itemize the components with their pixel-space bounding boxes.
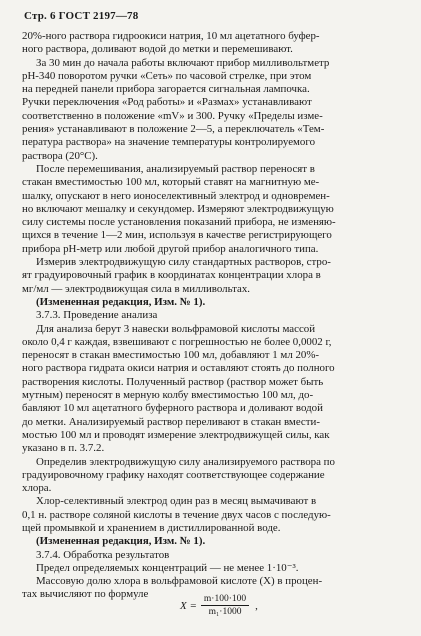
formula-numerator: m·100·100 [201,594,249,606]
text-line: стакан вместимостью 100 мл, который ставят на магнитную ме- [22,176,320,189]
text-line: до метки. Анализируемый раствор переливают в стакан вмести- [22,415,320,428]
body-text [22,30,400,602]
text-line: мутным) переносят в мерную колбу вместимостью 100 мл, до- [22,389,314,402]
formula-fraction [201,594,249,617]
text-line: соответственно в положение «mV» и 300. Ручку «Пределы изме- [22,109,323,122]
text-line: мг/мл — электродвижущая сила в милливольтах. [22,282,251,295]
text-line: ного раствора гидрата окиси натрия и оставляют стоять до полного [22,362,335,375]
text-line: Массовую долю хлора в вольфрамовой кислоте (X) в процен- [36,575,323,588]
text-line: на передней панели прибора загорается сигнальная лампочка. [22,83,310,96]
text-line: раствора (20°С). [22,149,98,162]
text-line: рН-340 поворотом ручки «Сеть» по часовой стрелке, при этом [22,69,312,82]
text-line: ного раствора, доливают водой до метки и перемешивают. [22,43,293,56]
formula [180,594,258,617]
text-line: тах вычисляют по формуле [22,588,149,601]
section-heading: 3.7.3. Проведение анализа [36,309,158,322]
text-line: рения» устанавливают в положение 2—5, а переключатель «Тем- [22,123,325,136]
text-line: 0,1 н. растворе соляной кислоты в течение двух часов с последую- [22,508,331,521]
amendment-note: (Измененная редакция, Изм. № 1). [36,535,206,548]
text-line: но включают мешалку и секундомер. Измеряют электродвижущую [22,202,334,215]
text-line: Определив электродвижущую силу анализируемого раствора по [36,455,335,468]
text-line: градуировочному графику находят соответствующее содержание [22,468,325,481]
text-line: шалку, опускают в него ионоселективный электрод и одновремен- [22,189,330,202]
text-line: За 30 мин до начала работы включают прибор милливольтметр [36,56,330,69]
section-heading: 3.7.4. Обработка результатов [36,548,170,561]
text-line: 20%-ного раствора гидроокиси натрия, 10 мл ацетатного буфер- [22,30,320,42]
text-line: около 0,4 г каждая, взвешивают с погрешностью не более 0,0002 г, [22,335,332,348]
text-line: переносят в стакан вместимостью 100 мл, добавляют 1 мл 20%- [22,349,320,362]
text-line: силу системы после установления показаний прибора, не изменяю- [22,216,336,229]
text-line: Ручки переключения «Род работы» и «Размах» устанавливают [22,96,312,109]
text-line: мостью 100 мл и проводят измерение электродвижущей силы, как [22,428,330,441]
text-line: указано в п. 3.7.2. [22,442,105,455]
text-line: бавляют 10 мл ацетатного буферного раствора и доливают водой [22,402,323,415]
text-line: щихся в течение 1—2 мин, используя в качестве регистрирующего [22,229,332,242]
text-line: После перемешивания, анализируемый раствор переносят в [36,162,315,175]
amendment-note: (Измененная редакция, Изм. № 1). [36,295,206,308]
text-line: Для анализа берут 3 навески вольфрамовой кислоты массой [36,322,316,335]
formula-lhs: X = [180,599,197,612]
formula-trailing: , [255,599,258,612]
text-line: ят градуировочный график в координатах концентрации хлора в [22,269,321,282]
page-header: Стр. 6 ГОСТ 2197—78 [24,10,139,22]
formula-denominator: m₁·1000 [208,607,242,617]
text-line: Хлор-селективный электрод один раз в месяц вымачивают в [36,495,317,508]
text-line: хлора. [22,482,52,495]
text-line: Предел определяемых концентраций — не менее 1·10⁻³. [36,561,299,574]
text-line: растворения кислоты. Полученный раствор (раствор может быть [22,375,324,388]
text-line: щей промывкой и хранением в дистиллированной воде. [22,521,281,534]
text-line: Измерив электродвижущую силу стандартных растворов, стро- [36,256,331,269]
text-line: пература раствора» на значение температуры контролируемого [22,136,316,149]
text-line: прибора рН-метр или любой другой прибор аналогичного типа. [22,242,319,255]
